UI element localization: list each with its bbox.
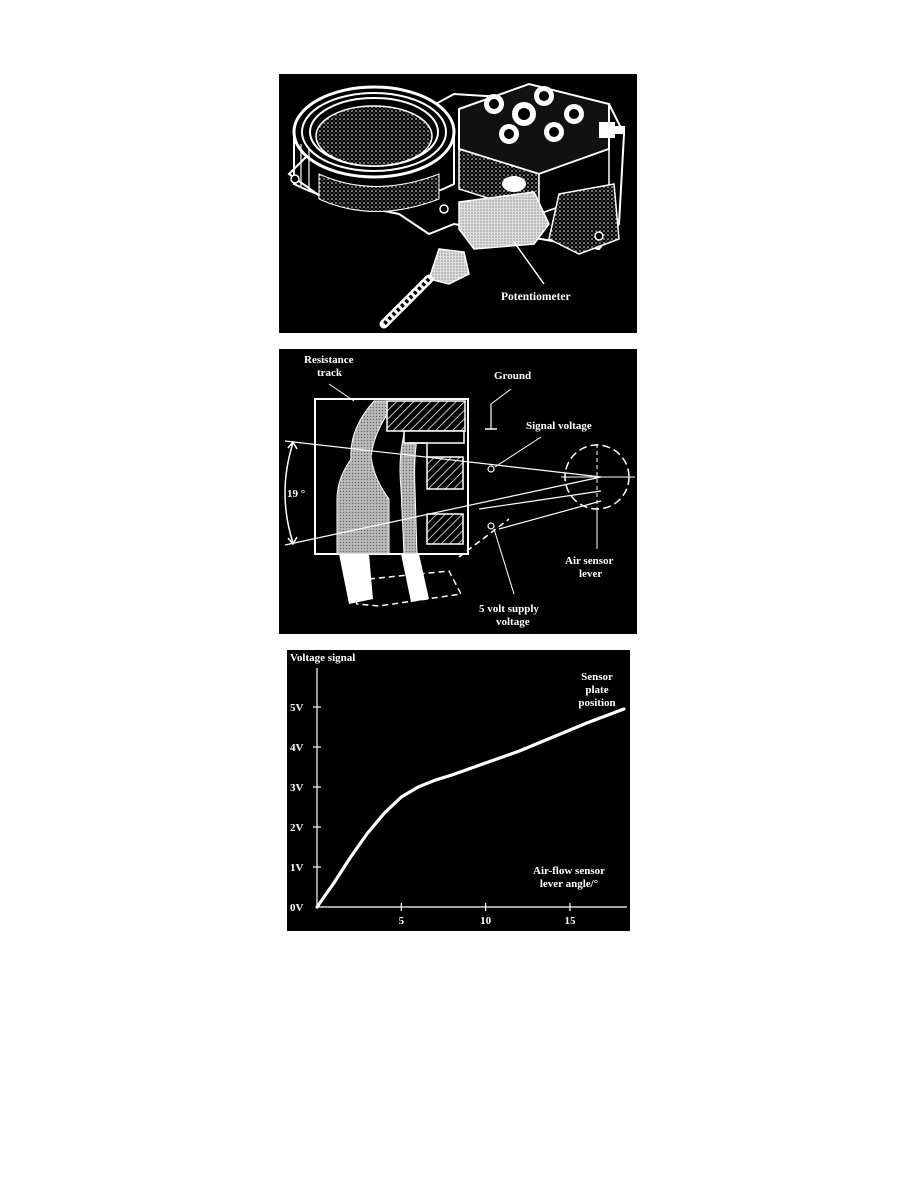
chart-xlabel-line-1: Air-flow sensor [533, 865, 605, 877]
potentiometer-label: Potentiometer [501, 291, 571, 303]
supply-voltage-label-1: 5 volt supply [479, 603, 539, 615]
chart-annotation-line-2: plate [585, 684, 609, 696]
potentiometer-body [459, 192, 549, 249]
airflow-meter-illustration [279, 74, 637, 333]
x-tick-label: 5 [398, 915, 405, 927]
chart-xlabel-line-2: lever angle/° [539, 878, 599, 890]
potentiometer-schematic [279, 349, 637, 634]
resistance-track-label-1: Resistance [304, 354, 354, 366]
ground-label: Ground [494, 370, 532, 382]
signal-voltage-label: Signal voltage [526, 420, 592, 432]
connector-plug [429, 249, 469, 284]
voltage-signal-chart [287, 650, 630, 931]
supply-voltage-label-2: voltage [496, 616, 530, 628]
air-sensor-lever-label-2: lever [579, 568, 603, 580]
chart-ylabel: Voltage signal [290, 652, 356, 664]
x-tick-label: 10 [480, 915, 492, 927]
chart-annotation-line-1: Sensor [581, 671, 613, 683]
x-tick-label: 15 [564, 915, 576, 927]
y-tick-label: 5V [290, 702, 304, 714]
y-tick-label: 4V [290, 742, 304, 754]
air-sensor-lever-label-1: Air sensor [565, 555, 614, 567]
resistance-track-label-2: track [317, 367, 343, 379]
y-tick-label: 1V [290, 862, 304, 874]
y-tick-label: 3V [290, 782, 304, 794]
angle-label: 19 ° [287, 488, 306, 500]
y-tick-label: 0V [290, 902, 304, 914]
chart-annotation-line-3: position [578, 697, 616, 709]
y-tick-label: 2V [290, 822, 304, 834]
